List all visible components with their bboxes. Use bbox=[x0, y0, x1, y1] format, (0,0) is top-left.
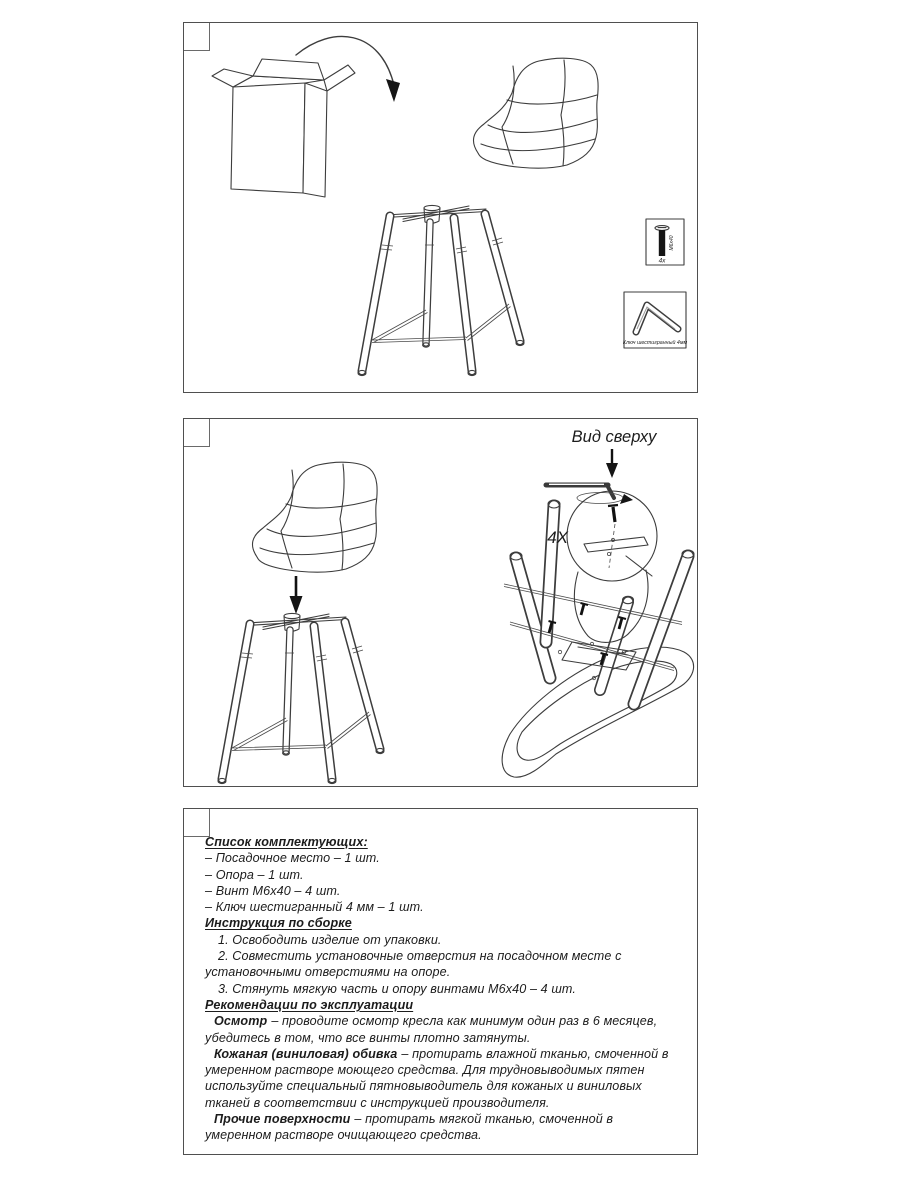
flipped-stool-icon bbox=[502, 491, 694, 777]
hex-key-icon bbox=[636, 305, 678, 332]
screw-kit-box bbox=[646, 219, 684, 265]
assembly-step: 2. Совместить установочные отверстия на посадочном месте с установочными отверстиями на опоре. bbox=[205, 949, 622, 980]
recommendation-item: Прочие поверхности – протирать мягкой тканью, смоченной в умеренном растворе очищающего средства. bbox=[205, 1112, 614, 1143]
component-item: – Ключ шестигранный 4 мм – 1 шт. bbox=[205, 900, 424, 915]
top-view-label: Вид сверху bbox=[571, 428, 657, 446]
detail-count-label: 4X bbox=[547, 528, 568, 547]
screw-size-label: М6х40 bbox=[669, 235, 675, 251]
assembly-step: 3. Стянуть мягкую часть и опору винтами М6х40 – 4 шт. bbox=[218, 981, 576, 996]
panel-assembly bbox=[183, 418, 698, 787]
stool-frame-icon bbox=[218, 613, 384, 783]
stool-frame-icon bbox=[358, 205, 524, 375]
panel-instructions-text bbox=[183, 808, 698, 1155]
seat-icon bbox=[252, 462, 377, 572]
seat-icon bbox=[473, 58, 598, 168]
panel-unboxing bbox=[183, 22, 698, 393]
assembly-illustration bbox=[184, 419, 696, 785]
top-view-arrow-icon bbox=[606, 449, 618, 478]
screw-icon bbox=[655, 226, 669, 256]
panel-corner-marker bbox=[184, 809, 210, 837]
component-item: – Опора – 1 шт. bbox=[205, 867, 304, 882]
component-item: – Посадочное место – 1 шт. bbox=[205, 851, 380, 866]
recommendation-item: Осмотр – проводите осмотр кресла как минимум один раз в 6 месяцев, убедитесь в том, что все винты плотно затянуты. bbox=[205, 1014, 658, 1045]
cardboard-box-icon bbox=[212, 59, 355, 197]
unboxing-illustration bbox=[184, 23, 696, 389]
component-item: – Винт М6х40 – 4 шт. bbox=[205, 883, 341, 898]
hex-key-box bbox=[623, 292, 688, 348]
instructions-text-block bbox=[205, 834, 681, 1144]
recommendation-item: Кожаная (виниловая) обивка – протирать влажной тканью, смоченной в умеренном растворе моющего средства. Для трудновыводимых пятен используйте специальный пятновыводитель для кожаных и виниловых тканей в соответствии с инструкцией производителя. bbox=[205, 1046, 669, 1110]
components-heading: Список комплектующих: bbox=[205, 835, 368, 849]
down-arrow-icon bbox=[290, 576, 303, 614]
screw-count-label: 4x bbox=[658, 257, 666, 265]
assembly-step: 1. Освободить изделие от упаковки. bbox=[218, 932, 442, 947]
recommendations-heading: Рекомендации по эксплуатации bbox=[205, 997, 414, 1012]
hex-key-top-view-icon bbox=[546, 484, 633, 504]
hex-key-label: Ключ шестигранный 4мм bbox=[622, 340, 688, 346]
assembly-heading: Инструкция по сборке bbox=[205, 916, 352, 931]
detail-bubble bbox=[567, 491, 657, 642]
